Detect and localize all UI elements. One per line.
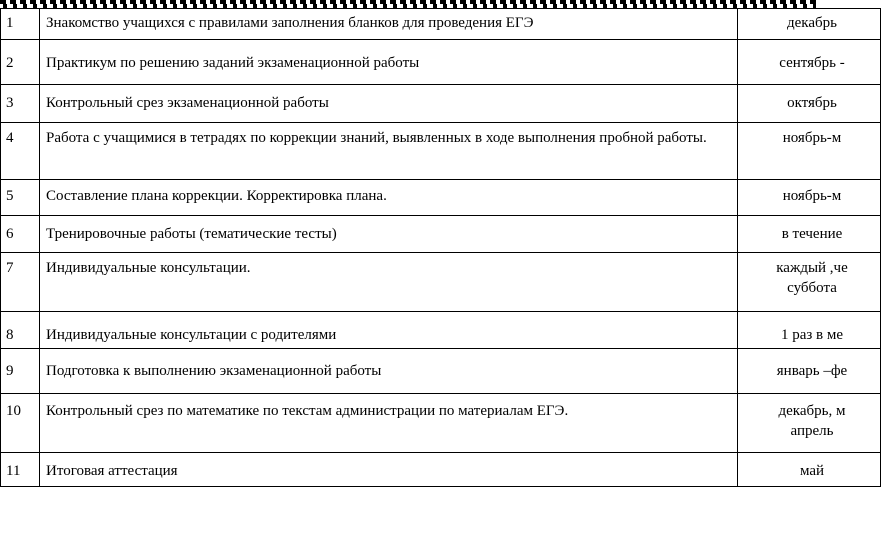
row-date-line: май [799,463,825,479]
row-date [738,394,881,453]
row-number: 10 [1,394,40,453]
table-row [1,85,881,123]
row-date [738,85,881,123]
row-date-line: суббота [787,280,837,296]
row-activity: Контрольный срез по математике по текстам администрации по материалам ЕГЭ. [40,394,738,453]
table-row [1,253,881,312]
row-date [738,180,881,216]
row-date [738,453,881,487]
plan-table [0,8,881,487]
row-activity: Тренировочные работы (тематические тесты) [40,216,738,253]
table-row [1,453,881,487]
table-row [1,180,881,216]
decorative-border [0,0,816,8]
row-activity: Составление плана коррекции. Корректировка плана. [40,180,738,216]
table-row [1,312,881,349]
row-date [738,312,881,349]
row-date-line: ноябрь-м [782,188,842,204]
row-activity: Работа с учащимися в тетрадях по коррекции знаний, выявленных в ходе выполнения пробной работы. [40,123,738,180]
row-number: 11 [1,453,40,487]
table-row [1,123,881,180]
row-number: 8 [1,312,40,349]
row-date-line: декабрь [787,15,837,31]
row-number: 9 [1,349,40,394]
row-number: 3 [1,85,40,123]
row-date-line: каждый ,че [776,260,848,276]
table-row [1,349,881,394]
row-date-line: в течение [781,226,843,242]
row-date [738,349,881,394]
row-date-line: 1 раз в ме [780,327,844,343]
row-date-line: сентябрь - [779,55,845,71]
row-date [738,123,881,180]
row-date-line: апрель [790,423,834,439]
row-number: 6 [1,216,40,253]
table-row [1,394,881,453]
row-number: 5 [1,180,40,216]
row-date [738,253,881,312]
row-date-line: ноябрь-м [782,130,842,146]
row-date-line: декабрь, м [778,403,846,419]
row-date-line: октябрь [787,95,837,111]
row-activity: Знакомство учащихся с правилами заполнения бланков для проведения ЕГЭ [40,9,738,40]
row-number: 1 [1,9,40,40]
row-activity: Индивидуальные консультации. [40,253,738,312]
row-date-line: январь –фе [776,363,848,379]
row-date [738,40,881,85]
table-row [1,216,881,253]
table-row [1,40,881,85]
row-number: 7 [1,253,40,312]
row-activity: Контрольный срез экзаменационной работы [40,85,738,123]
row-date [738,9,881,40]
row-activity: Итоговая аттестация [40,453,738,487]
table-row [1,9,881,40]
row-number: 4 [1,123,40,180]
row-activity: Практикум по решению заданий экзаменационной работы [40,40,738,85]
row-activity: Подготовка к выполнению экзаменационной работы [40,349,738,394]
row-date [738,216,881,253]
row-number: 2 [1,40,40,85]
row-activity: Индивидуальные консультации с родителями [40,312,738,349]
